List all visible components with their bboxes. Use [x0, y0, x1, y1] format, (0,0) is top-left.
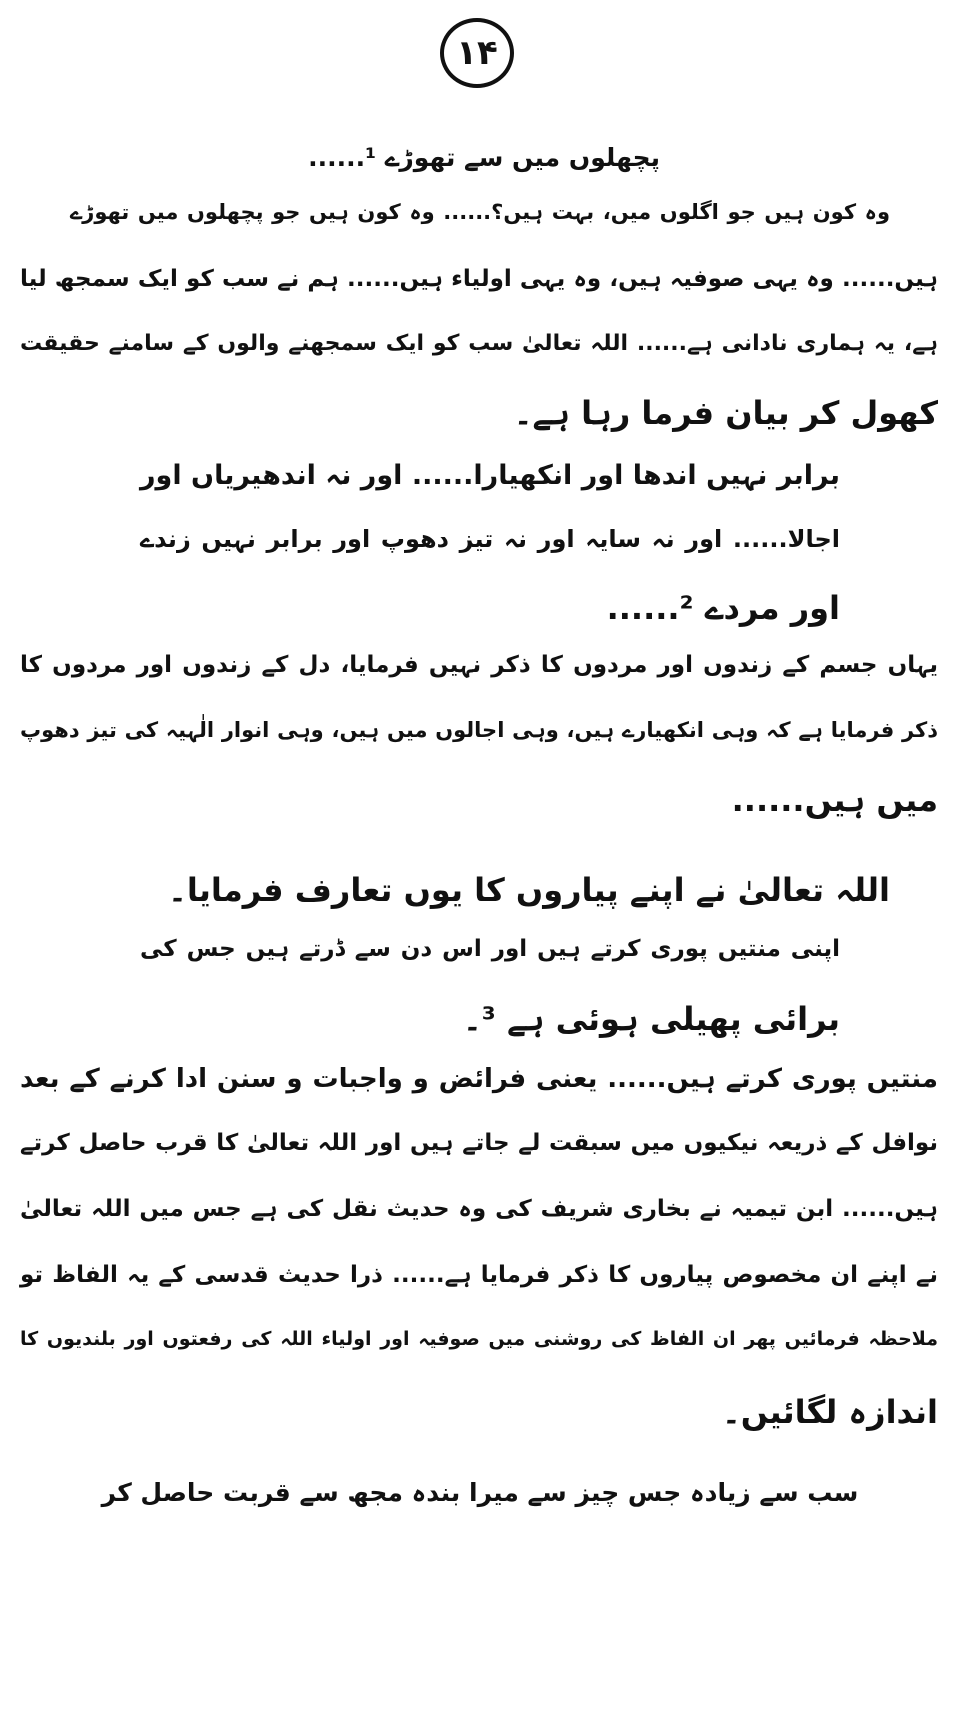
quote-line: اور مردے ²...... [606, 589, 840, 627]
quote-line: برائی پھیلی ہوئی ہے ³۔ [463, 1000, 840, 1038]
text-line: ہے، یہ ہماری نادانی ہے...... اللہ تعالیٰ سب کو ایک سمجھنے والوں کے سامنے حقیقت [20, 331, 938, 356]
text-line: ہیں...... ابن تیمیہ نے بخاری شریف کی وہ حدیث نقل کی ہے جس میں اللہ تعالیٰ [20, 1196, 938, 1222]
text-line: ذکر فرمایا ہے کہ وہی انکھیارے ہیں، وہی اجالوں میں ہیں، وہی انوار الٰہیہ کی تیز دھوپ [20, 718, 938, 742]
text-line: یہاں جسم کے زندوں اور مردوں کا ذکر نہیں فرمایا، دل کے زندوں اور مردوں کا [20, 652, 938, 678]
text-line: پچھلوں میں سے تھوڑے ¹...... [308, 143, 660, 172]
text-line: اندازہ لگائیں۔ [721, 1393, 938, 1431]
text-line: وہ کون ہیں جو اگلوں میں، بہت ہیں؟...... وہ کون ہیں جو پچھلوں میں تھوڑے [70, 200, 890, 224]
text-line: کھول کر بیان فرما رہا ہے۔ [513, 394, 938, 432]
text-line: ہیں...... وہ یہی صوفیہ ہیں، وہ یہی اولیاء ہیں...... ہم نے سب کو ایک سمجھ لیا [20, 266, 938, 292]
text-line: اللہ تعالیٰ نے اپنے پیاروں کا یوں تعارف فرمایا۔ [168, 871, 890, 909]
quote-line: برابر نہیں اندھا اور انکھیارا...... اور نہ اندھیریاں اور [140, 460, 840, 491]
text-line: ملاحظہ فرمائیں پھر ان الفاظ کی روشنی میں صوفیہ اور اولیاء اللہ کی رفعتوں اور بلندیوں کا [20, 1328, 938, 1350]
text-line: نے اپنے ان مخصوص پیاروں کا ذکر فرمایا ہے...... ذرا حدیث قدسی کے یہ الفاظ تو [20, 1262, 938, 1288]
page-number: ۱۴ [440, 18, 514, 88]
text-line: میں ہیں...... [731, 781, 938, 819]
quote-line: اپنی منتیں پوری کرتے ہیں اور اس دن سے ڈرتے ہیں جس کی [140, 936, 840, 962]
quote-line: سب سے زیادہ جس چیز سے میرا بندہ مجھ سے قربت حاصل کر [101, 1478, 859, 1507]
text-line: نوافل کے ذریعہ نیکیوں میں سبقت لے جاتے ہیں اور اللہ تعالیٰ کا قرب حاصل کرتے [20, 1130, 938, 1156]
text-line: منتیں پوری کرتے ہیں...... یعنی فرائض و واجبات و سنن ادا کرنے کے بعد [20, 1064, 938, 1094]
quote-line: اجالا...... اور نہ سایہ اور نہ تیز دھوپ اور برابر نہیں زندے [140, 525, 840, 553]
